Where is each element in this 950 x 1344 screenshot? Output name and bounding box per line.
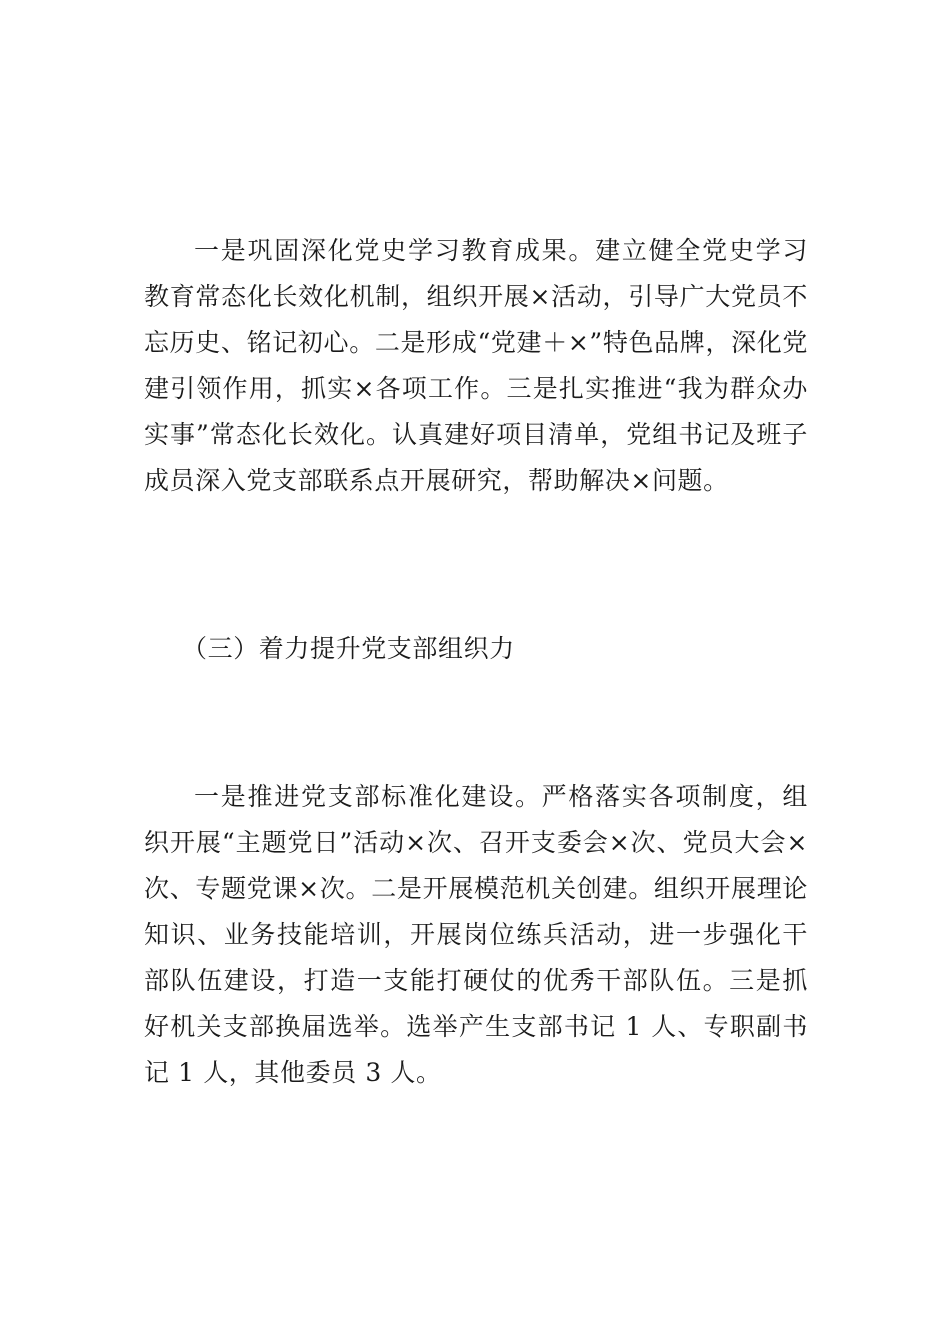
body-paragraph: 一是推进党支部标准化建设。严格落实各项制度，组织开展“主题党日”活动×次、召开支委会×次、党员大会×次、专题党课×次。二是开展模范机关创建。组织开展理论知识、业务技能培训，开展岗位练兵活动，进一步强化干部队伍建设，打造一支能打硬仗的优秀干部队伍。三是抓好机关支部换届选举。选举产生支部书记 1 人、专职副书记 1 人，其他委员 3 人。 — [144, 782, 808, 1087]
section-heading: （三）着力提升党支部组织力 — [182, 634, 515, 663]
body-paragraph: 一是巩固深化党史学习教育成果。建立健全党史学习教育常态化长效化机制，组织开展×活动，引导广大党员不忘历史、铭记初心。二是形成“党建＋×”特色品牌，深化党建引领作用，抓实×各项工作。三是扎实推进“我为群众办实事”常态化长效化。认真建好项目清单，党组书记及班子成员深入党支部联系点开展研究，帮助解决×问题。 — [144, 236, 808, 495]
